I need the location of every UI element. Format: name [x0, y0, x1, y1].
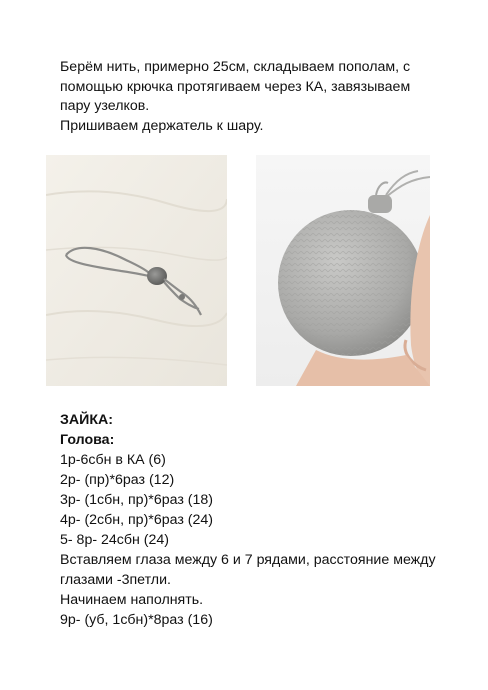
crochet-ball-image [256, 155, 430, 386]
section-title: ЗАЙКА: [60, 412, 113, 428]
section-subtitle: Голова: [60, 432, 115, 448]
yarn-holder-photo [46, 155, 227, 386]
pattern-row: 1р-6сбн в КА (6) [60, 452, 166, 468]
pattern-row: 2р- (пр)*6раз (12) [60, 472, 175, 488]
yarn-holder-image [46, 155, 227, 386]
pattern-row: 4р- (2сбн, пр)*6раз (24) [60, 512, 214, 528]
crochet-ball-photo [256, 155, 430, 386]
pattern-row: 9р- (уб, 1сбн)*8раз (16) [60, 612, 213, 628]
pattern-row: 5- 8р- 24сбн (24) [60, 532, 170, 548]
pattern-section [60, 410, 460, 630]
pattern-row: Начинаем наполнять. [60, 592, 204, 608]
intro-text [60, 58, 440, 136]
pattern-row: Вставляем глаза между 6 и 7 рядами, расстояние между глазами -3петли. [60, 552, 436, 588]
intro-paragraph-2: Пришиваем держатель к шару. [60, 117, 264, 134]
intro-paragraph-1: Берём нить, примерно 25см, складываем пополам, с помощью крючка протягиваем через КА, завязываем пару узелков. [60, 59, 411, 114]
pattern-row: 3р- (1сбн, пр)*6раз (18) [60, 492, 214, 508]
